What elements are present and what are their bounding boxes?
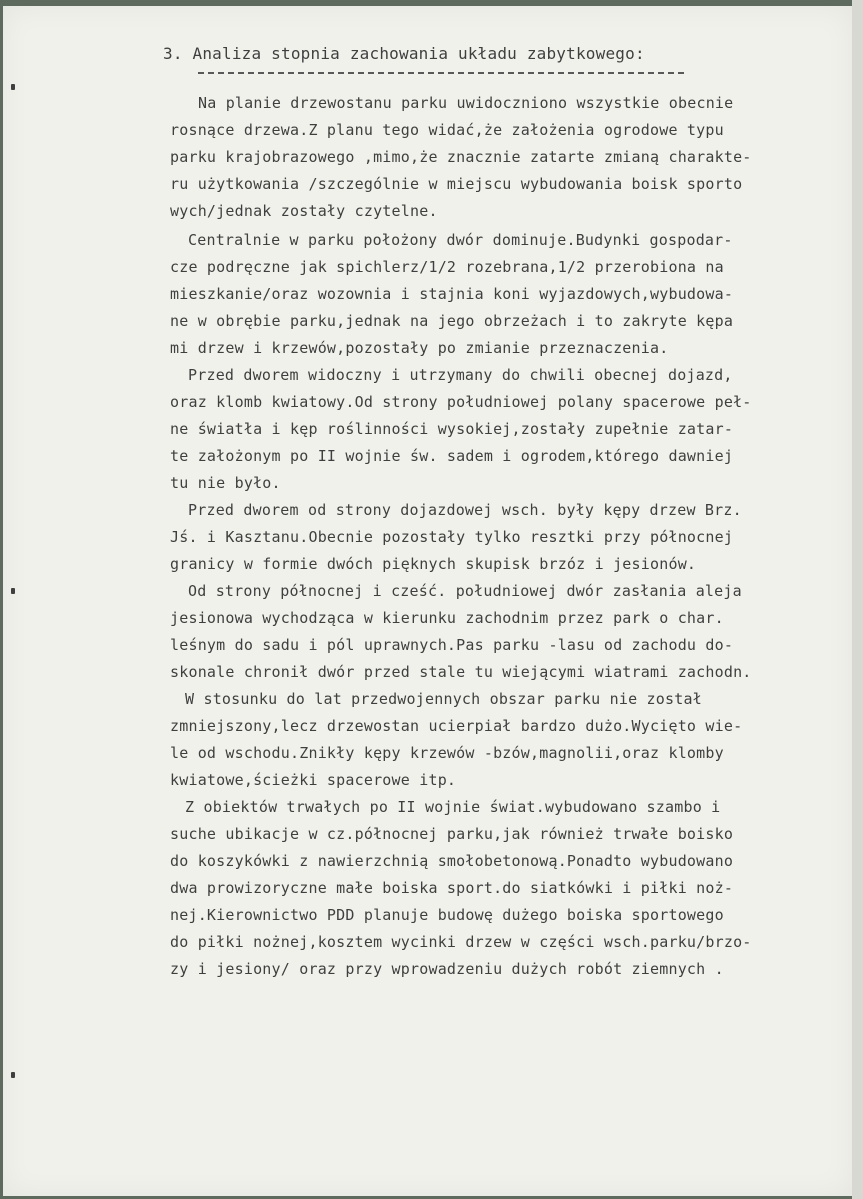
text-line: jesionowa wychodząca w kierunku zachodnim przez park o char. xyxy=(170,609,724,627)
text-line: te założonym po II wojnie św. sadem i ogrodem,którego dawniej xyxy=(170,447,734,465)
text-line: W stosunku do lat przedwojennych obszar parku nie został xyxy=(185,690,702,708)
scan-edge-strip xyxy=(852,0,863,1199)
text-line: suche ubikacje w cz.północnej parku,jak również trwałe boisko xyxy=(170,825,734,843)
document-page xyxy=(3,6,852,1196)
text-line: mi drzew i krzewów,pozostały po zmianie przeznaczenia. xyxy=(170,339,669,357)
text-line: zmniejszony,lecz drzewostan ucierpiał bardzo dużo.Wycięto wie- xyxy=(170,717,743,735)
text-line: Przed dworem od strony dojazdowej wsch. były kępy drzew Brz. xyxy=(188,501,742,519)
text-line: kwiatowe,ścieżki spacerowe itp. xyxy=(170,771,457,789)
text-line: do koszykówki z nawierzchnią smołobetonową.Ponadto wybudowano xyxy=(170,852,734,870)
text-line: rosnące drzewa.Z planu tego widać,że założenia ogrodowe typu xyxy=(170,121,724,139)
text-line: zy i jesiony/ oraz przy wprowadzeniu dużych robót ziemnych . xyxy=(170,960,724,978)
text-line: Na planie drzewostanu parku uwidoczniono wszystkie obecnie xyxy=(198,94,734,112)
text-line: ne w obrębie parku,jednak na jego obrzeżach i to zakryte kępa xyxy=(170,312,734,330)
text-line: tu nie było. xyxy=(170,474,281,492)
text-line: ne światła i kęp roślinności wysokiej,zostały zupełnie zatar- xyxy=(170,420,734,438)
text-line: nej.Kierownictwo PDD planuje budowę dużego boiska sportowego xyxy=(170,906,724,924)
text-line: Centralnie w parku położony dwór dominuje.Budynki gospodar- xyxy=(188,231,733,249)
text-line: Jś. i Kasztanu.Obecnie pozostały tylko resztki przy północnej xyxy=(170,528,734,546)
text-line: parku krajobrazowego ,mimo,że znacznie zatarte zmianą charakte- xyxy=(170,148,752,166)
text-line: Z obiektów trwałych po II wojnie świat.wybudowano szambo i xyxy=(185,798,721,816)
text-line: cze podręczne jak spichlerz/1/2 rozebrana,1/2 przerobiona na xyxy=(170,258,724,276)
text-line: Przed dworem widoczny i utrzymany do chwili obecnej dojazd, xyxy=(188,366,733,384)
text-line: mieszkanie/oraz wozownia i stajnia koni wyjazdowych,wybudowa- xyxy=(170,285,734,303)
text-line: ru użytkowania /szczególnie w miejscu wybudowania boisk sporto xyxy=(170,175,743,193)
text-line: wych/jednak zostały czytelne. xyxy=(170,202,438,220)
text-line: oraz klomb kwiatowy.Od strony południowej polany spacerowe peł- xyxy=(170,393,752,411)
text-line: granicy w formie dwóch pięknych skupisk brzóz i jesionów. xyxy=(170,555,697,573)
text-line: leśnym do sadu i pól uprawnych.Pas parku -lasu od zachodu do- xyxy=(170,636,734,654)
text-line: skonale chronił dwór przed stale tu wiejącymi wiatrami zachodn. xyxy=(170,663,752,681)
text-line: do piłki nożnej,kosztem wycinki drzew w części wsch.parku/brzo- xyxy=(170,933,752,951)
text-line: le od wschodu.Znikły kępy krzewów -bzów,magnolii,oraz klomby xyxy=(170,744,724,762)
text-line: Od strony północnej i cześć. południowej dwór zasłania aleja xyxy=(188,582,742,600)
section-heading: 3. Analiza stopnia zachowania układu zabytkowego: xyxy=(163,44,645,63)
typed-text xyxy=(3,6,852,1196)
heading-underline xyxy=(198,72,684,74)
text-line: dwa prowizoryczne małe boiska sport.do siatkówki i piłki noż- xyxy=(170,879,734,897)
